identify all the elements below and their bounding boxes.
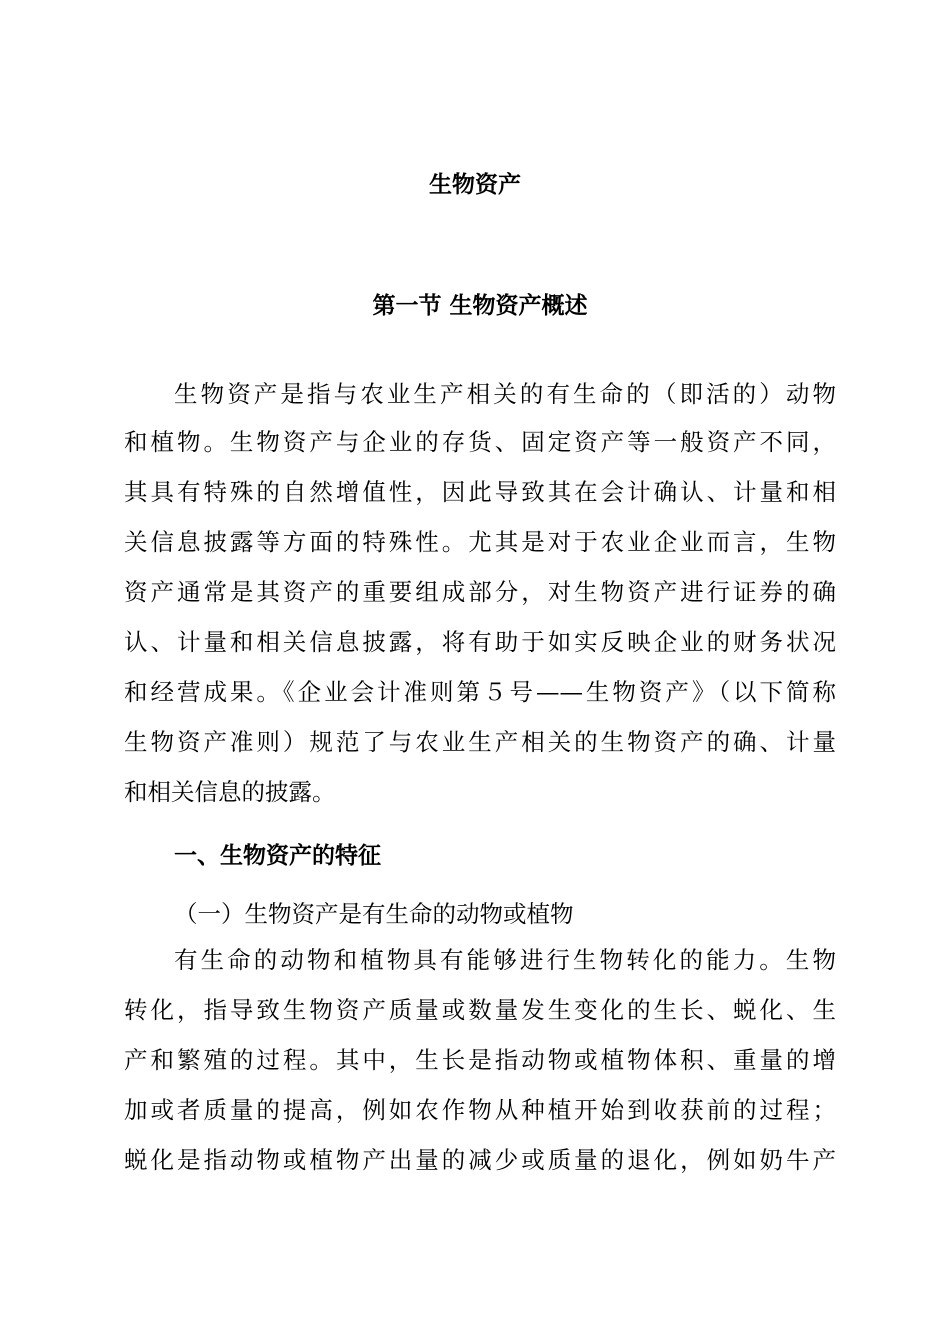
subsection-heading: （一）生物资产是有生命的动物或植物 [174,900,574,928]
paragraph-line: 和植物。生物资产与企业的存货、固定资产等一般资产不同， [124,428,836,456]
paragraph-line: 其具有特殊的自然增值性，因此导致其在会计确认、计量和相 [124,478,836,506]
paragraph-line: 资产通常是其资产的重要组成部分，对生物资产进行证券的确 [124,578,836,606]
paragraph-line: 生物资产准则）规范了与农业生产相关的生物资产的确、计量 [124,728,836,756]
paragraph-line: 转化，指导致生物资产质量或数量发生变化的生长、蜕化、生 [124,996,836,1024]
paragraph-line: 生物资产是指与农业生产相关的有生命的（即活的）动物 [174,380,836,408]
section-heading: 一、生物资产的特征 [174,842,381,869]
paragraph-line: 和相关信息的披露。 [124,778,336,806]
paragraph-line: 加或者质量的提高，例如农作物从种植开始到收获前的过程； [124,1096,836,1124]
paragraph-line: 产和繁殖的过程。其中，生长是指动物或植物体积、重量的增 [124,1046,836,1074]
paragraph-line: 认、计量和相关信息披露，将有助于如实反映企业的财务状况 [124,628,836,656]
paragraph-line: 和经营成果。《企业会计准则第５号——生物资产》（以下简称 [124,678,836,706]
document-title: 生物资产 [429,171,521,198]
paragraph-line: 有生命的动物和植物具有能够进行生物转化的能力。生物 [174,946,836,974]
paragraph-line: 关信息披露等方面的特殊性。尤其是对于农业企业而言，生物 [124,528,836,556]
section-title: 第一节 生物资产概述 [372,292,588,319]
paragraph-line: 蜕化是指动物或植物产出量的减少或质量的退化，例如奶牛产 [124,1146,836,1174]
